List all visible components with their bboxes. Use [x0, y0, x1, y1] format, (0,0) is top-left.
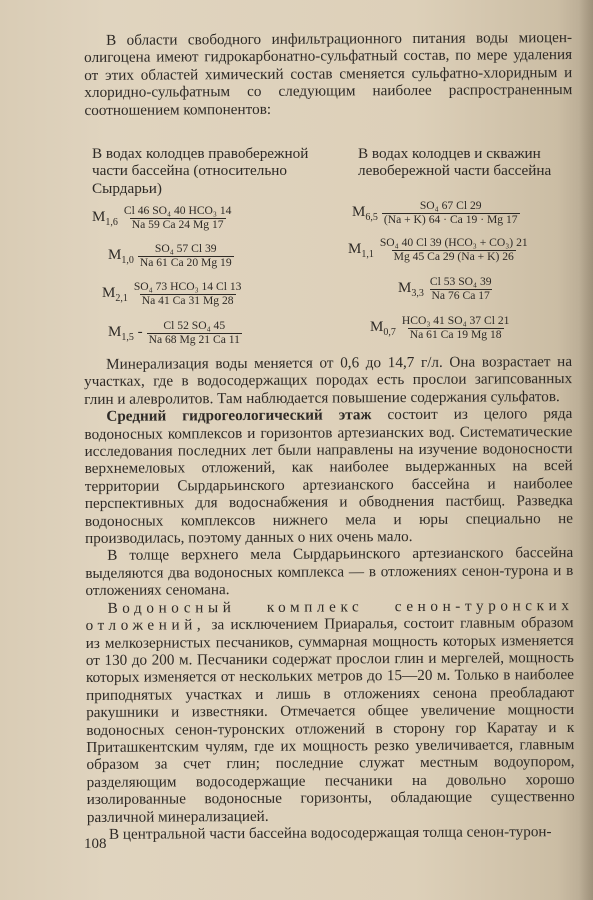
left-column-heading: В водах колодцев правобережной части бассейна (относительно Сырдарьи) [92, 145, 309, 197]
formula-symbol: $M_{1,1}$ [348, 240, 374, 260]
formula-denominator: Mg 45 Ca 29 (Na + K) 26 [393, 249, 514, 263]
formula-numerator: Cl 52 SO₄ 45 [163, 319, 226, 332]
formula-fraction [122, 205, 234, 231]
body-text-block [84, 353, 575, 843]
formula-denominator: Na 68 Mg 21 Ca 11 [148, 332, 240, 346]
aquifer-complex-paragraph: Водоносный комплекс сенон-туронских отложений, за исключением Приаралья, состоит главным образом из мелкозернистых песчаников, суммарная мощность которых изменяется от 130 до 200 м. Песчаники содержат прослои глин и мергелей, мощность которых изменяется от нескольких метров до 15—20 м. Только в наиболее приподнятых участках и лишь в отложениях сенона преобладают ракушники и известняки. Отмечается общее увеличение мощности водоносных сенон-туронских отложений в сторону гор Каратау и к Приташкентским чулям, где их мощность резко увеличивается, главным образом за счет глин; последние служат местным водоупором, разделяющим водосодержащие песчаники на довольно хорошо изолированные водоносные горизонты, обладающие существенно различной минерализацией. [85, 596, 575, 826]
page-number: 108 [84, 836, 107, 852]
formula-numerator: Cl 53 SO₄ 39 [429, 275, 492, 288]
formula-symbol: $M_{1,0}$ [108, 246, 134, 266]
central-part-paragraph: В центральной части бассейна водосодержащая толща сенон-турон- [108, 823, 552, 843]
formula-fraction [378, 237, 530, 263]
formula-numerator: Cl 46 SO₄ 40 HCO₃ 14 [123, 204, 232, 217]
formula-symbol: $M_{0,7}$ [370, 318, 396, 338]
formula-denominator: Na 61 Ca 20 Mg 19 [139, 255, 232, 269]
aquifer-complex-heading: Водоносный комплекс сенон-туронских отложений, [85, 596, 574, 635]
formula-denominator: Na 41 Ca 31 Mg 28 [141, 293, 234, 307]
formula-left-1 [92, 205, 233, 231]
formula-left-4 [108, 320, 242, 346]
formula-left-2 [108, 243, 234, 269]
formula-right-3 [398, 276, 494, 302]
formula-fraction [382, 200, 520, 226]
formula-right-2 [348, 237, 530, 263]
formula-symbol: $M_{6,5}$ [352, 203, 378, 223]
middle-stage-heading: Средний гидрогеологический этаж [106, 406, 372, 426]
intro-paragraph-block [84, 29, 573, 119]
formula-symbol: $M_{1,5}$ - [108, 323, 143, 343]
formula-denominator: (Na + K) 64 · Ca 19 · Mg 17 [383, 212, 518, 226]
formula-fraction [428, 276, 494, 302]
formula-denominator: Na 59 Ca 24 Mg 17 [131, 217, 224, 231]
formula-denominator: Na 76 Ca 17 [431, 288, 490, 302]
middle-stage-paragraph: Средний гидрогеологический этаж состоит из целого ряда водоносных комплексов и горизонтов артезианских вод. Систематические исследования последних лет были направлены на изучение водоносности верхнемеловых отложений, как наиболее выдержанных на всей территории Сырдарьинского артезианского бассейна и наиболее перспективных для водоснабжения и обводнения пастбищ. Разведка водоносных комплексов нижнего мела и юры специально не производилась, поэтому данных о них очень мало. [84, 405, 574, 548]
formula-numerator: SO₄ 40 Cl 39 (HCO₃ + CO₃) 21 [379, 236, 528, 249]
formula-symbol: $M_{3,3}$ [398, 279, 424, 299]
formula-numerator: HCO₃ 41 SO₄ 37 Cl 21 [401, 314, 510, 327]
formula-fraction [147, 320, 242, 346]
formula-numerator: SO₄ 57 Cl 39 [154, 242, 217, 255]
formula-right-4 [370, 315, 511, 341]
formula-numerator: SO₄ 67 Cl 29 [419, 199, 482, 212]
formula-fraction [138, 243, 234, 269]
right-column-heading: В водах колодцев и скважин левобережной части бассейна [358, 145, 552, 180]
upper-cretaceous-paragraph: В толще верхнего мела Сырдарьинского артезианского бассейна выделяются два водоносных комплекса — в отложениях сенон-турона и в отложениях сеномана. [85, 544, 574, 600]
formula-left-3 [102, 281, 243, 307]
formula-denominator: Na 61 Ca 19 Mg 18 [409, 327, 502, 341]
formula-right-1 [352, 200, 520, 226]
formula-symbol: $M_{1,6}$ [92, 208, 118, 228]
intro-paragraph: В области свободного инфильтрационного питания воды миоцен-олигоцена имеют гидрокарбонатно-сульфатный состав, по мере удаления от этих областей химический состав сменяется сульфатно-хлоридным и хлоридно-сульфатным со следующим наиболее распространенным соотношением компонентов: [84, 29, 573, 119]
mineralization-paragraph: Минерализация воды меняется от 0,6 до 14,7 г/л. Она возрастает на участках, где в водосодержащих породах есть прослои загипсованных глин и алевролитов. Там наблюдается повышение содержания сульфатов. [84, 353, 573, 408]
formula-symbol: $M_{2,1}$ [102, 284, 128, 304]
formula-fraction [132, 281, 244, 307]
formula-fraction [400, 315, 512, 341]
formula-numerator: SO₄ 73 HCO₃ 14 Cl 13 [133, 280, 242, 293]
